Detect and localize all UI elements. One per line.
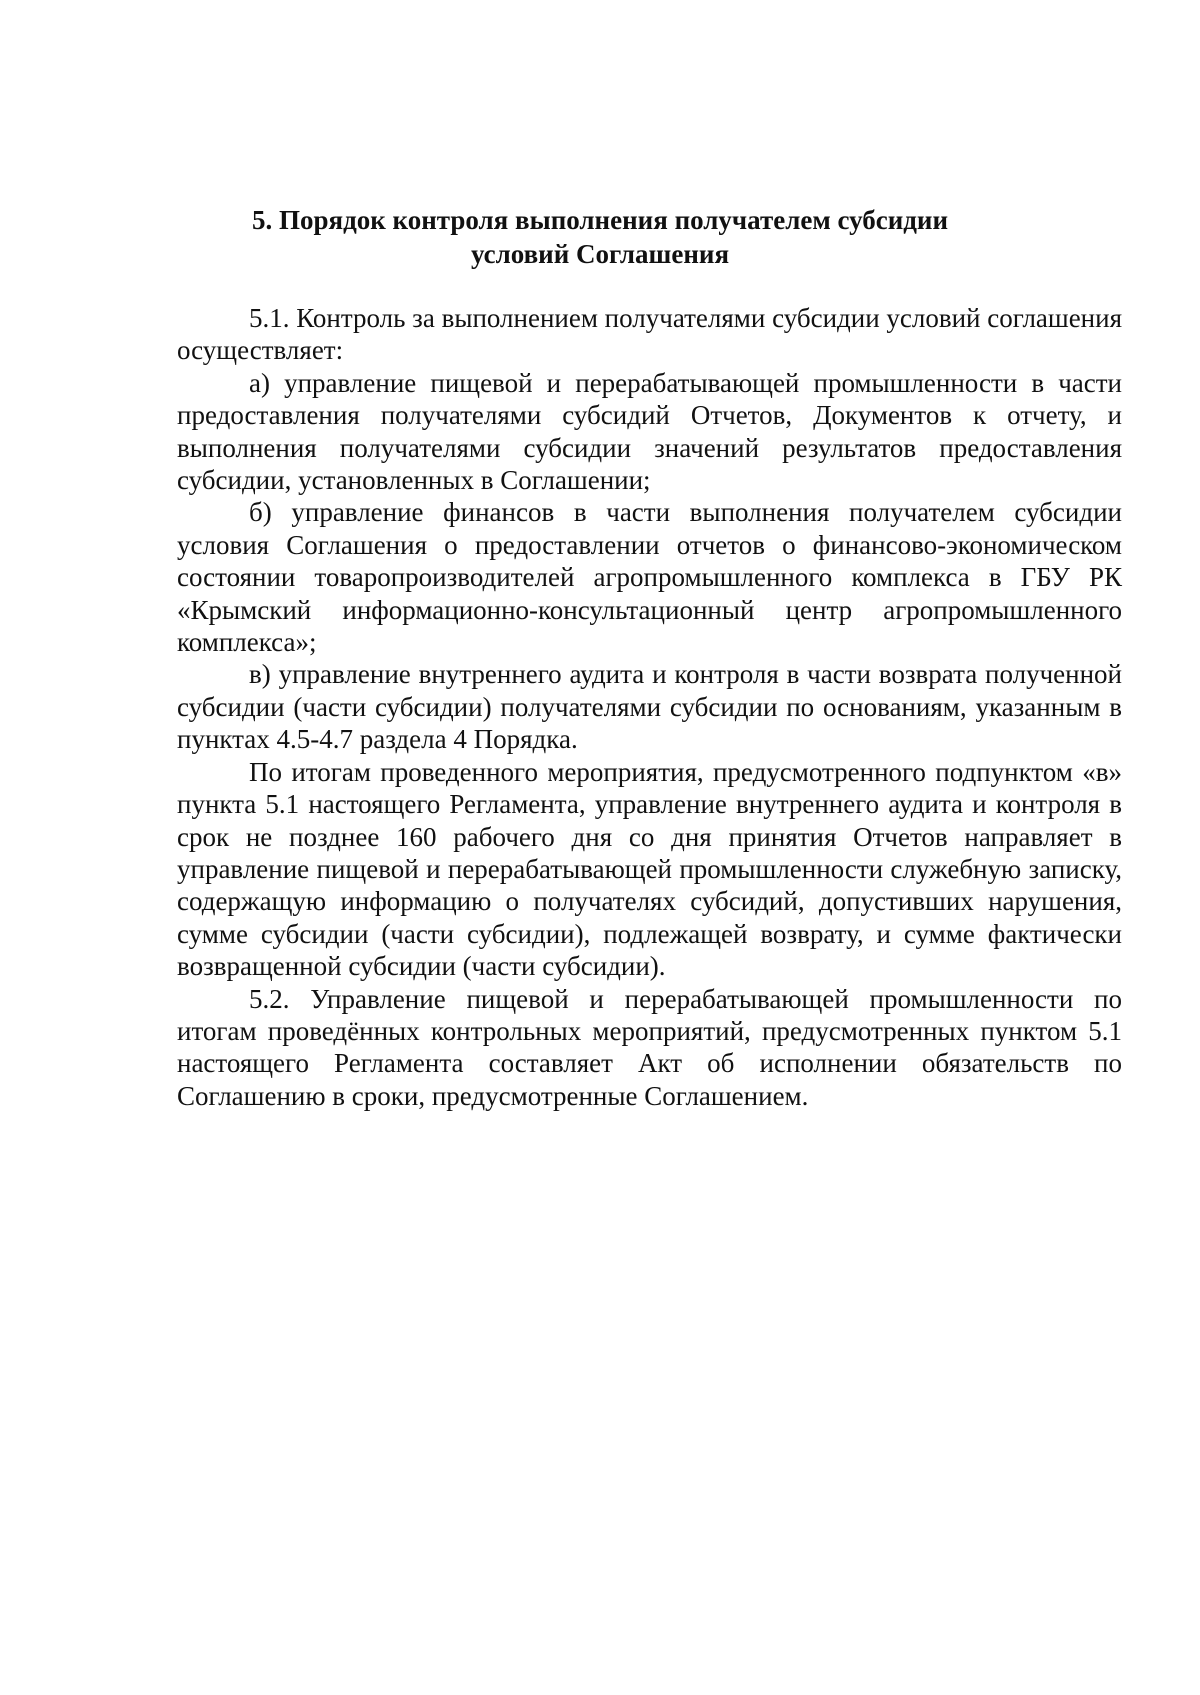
paragraph-5-1-intro: 5.1. Контроль за выполнением получателями субсидии условий соглашения осуществляет: [177, 303, 1122, 366]
paragraph-results: По итогам проведенного мероприятия, предусмотренного подпунктом «в» пункта 5.1 настоящего Регламента, управление внутреннего аудита и контроля в срок не позднее 160 рабочего дня со дня принятия Отчетов направляет в управление пищевой и перерабатывающей промышленности служебную записку, содержащую информацию о получателях субсидий, допустивших нарушения, сумме субсидии (части субсидии), подлежащей возврату, и сумме фактически возвращенной субсидии (части субсидии). [177, 756, 1122, 982]
paragraph-5-1-a: а) управление пищевой и перерабатывающей промышленности в части предоставления получателями субсидий Отчетов, Документов к отчету, и выполнения получателями субсидии значений результатов предоставления субсидии, установленных в Соглашении; [177, 367, 1122, 496]
section-heading-line-2: условий Соглашения [470, 239, 730, 269]
section-heading [0, 203, 1200, 271]
paragraph-5-1-v: в) управление внутреннего аудита и контроля в части возврата полученной субсидии (части субсидии) получателями субсидии по основаниям, указанным в пунктах 4.5-4.7 раздела 4 Порядка. [177, 659, 1122, 755]
section-body [177, 302, 1122, 1112]
paragraph-5-1-b: б) управление финансов в части выполнения получателем субсидии условия Соглашения о предоставлении отчетов о финансово-экономическом состоянии товаропроизводителей агропромышленного комплекса в ГБУ РК «Крымский информационно-консультационный центр агропромышленного комплекса»; [177, 497, 1122, 658]
section-heading-line-1: 5. Порядок контроля выполнения получателем субсидии [251, 205, 949, 235]
paragraph-5-2: 5.2. Управление пищевой и перерабатывающей промышленности по итогам проведённых контрольных мероприятий, предусмотренных пунктом 5.1 настоящего Регламента составляет Акт об исполнении обязательств по Соглашению в сроки, предусмотренные Соглашением. [177, 983, 1122, 1111]
